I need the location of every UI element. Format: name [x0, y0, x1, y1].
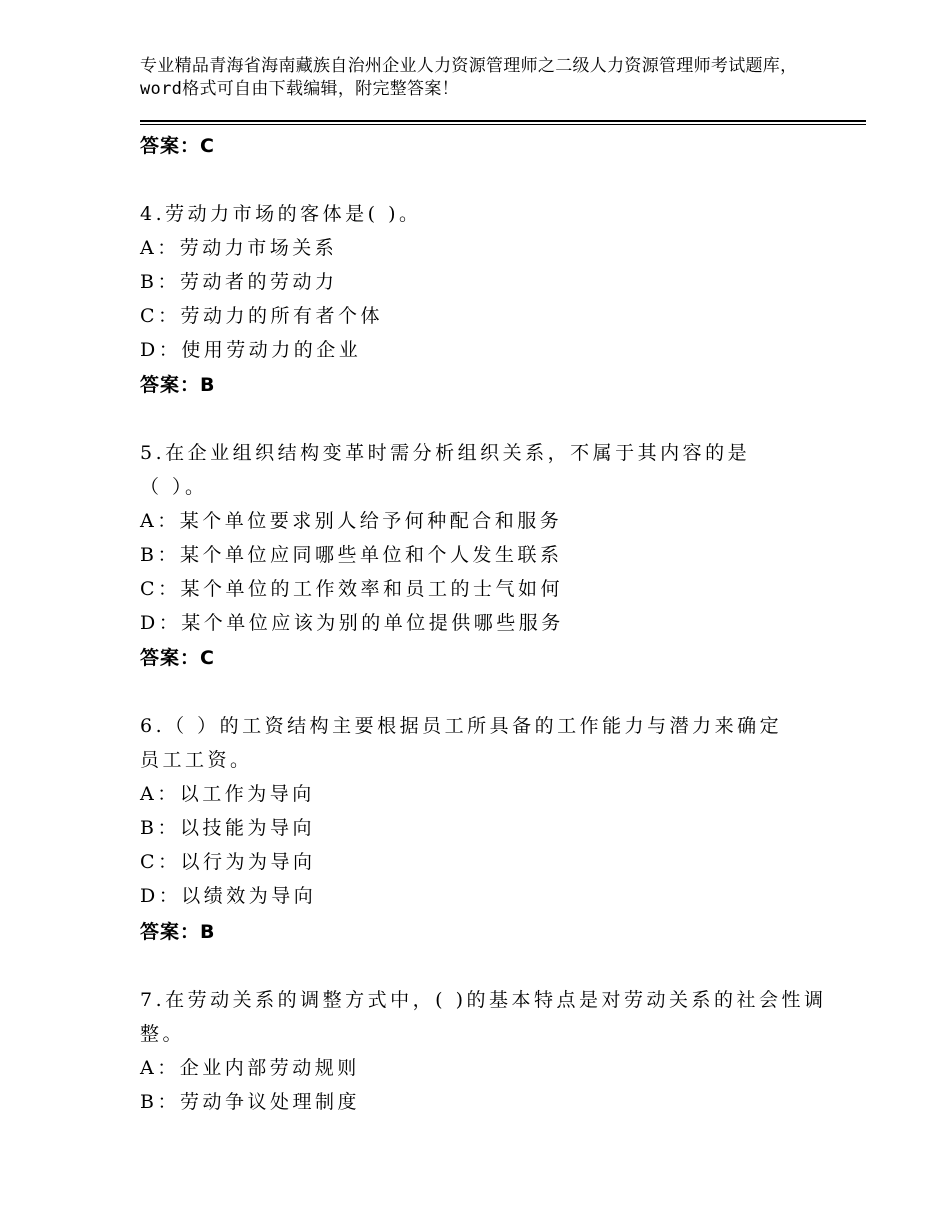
question-5-option-a: A：某个单位要求别人给予何种配合和服务 — [140, 510, 563, 532]
question-6-option-a: A：以工作为导向 — [140, 783, 315, 805]
question-5-stem-line-1: 5.在企业组织结构变革时需分析组织关系，不属于其内容的是 — [140, 442, 751, 464]
question-6-answer: 答案：B — [140, 921, 216, 943]
question-6-option-d: D：以绩效为导向 — [140, 885, 317, 907]
question-6-option-b: B：以技能为导向 — [140, 817, 315, 839]
header-divider — [140, 120, 866, 125]
question-6-stem-line-2: 员工工资。 — [140, 749, 253, 771]
document-header: 专业精品青海省海南藏族自治州企业人力资源管理师之二级人力资源管理师考试题库，word格式可自由下载编辑，附完整答案！ — [140, 56, 798, 99]
question-4-stem: 4.劳动力市场的客体是( )。 — [140, 203, 422, 225]
question-5-option-b: B：某个单位应同哪些单位和个人发生联系 — [140, 544, 563, 566]
question-5-option-c: C：某个单位的工作效率和员工的士气如何 — [140, 578, 564, 600]
question-7-option-a: A：企业内部劳动规则 — [140, 1057, 360, 1079]
question-6-option-c: C：以行为为导向 — [140, 851, 316, 873]
question-4-option-a: A：劳动力市场关系 — [140, 237, 338, 259]
question-4-option-d: D：使用劳动力的企业 — [140, 339, 362, 361]
question-4-option-b: B：劳动者的劳动力 — [140, 271, 338, 293]
question-6-stem-line-1: 6.（ ）的工资结构主要根据员工所具备的工作能力与潜力来确定 — [140, 715, 783, 737]
question-4-answer: 答案：B — [140, 374, 216, 396]
question-5-option-d: D：某个单位应该为别的单位提供哪些服务 — [140, 612, 564, 634]
answer-prev: 答案：C — [140, 135, 215, 157]
question-5-stem-line-2: （ ）。 — [140, 476, 208, 498]
question-7-stem-line-2: 整。 — [140, 1023, 186, 1045]
question-7-option-b: B：劳动争议处理制度 — [140, 1091, 360, 1113]
question-7-stem-line-1: 7.在劳动关系的调整方式中，( )的基本特点是对劳动关系的社会性调 — [140, 989, 827, 1011]
question-5-answer: 答案：C — [140, 647, 215, 669]
question-4-option-c: C：劳动力的所有者个体 — [140, 305, 384, 327]
